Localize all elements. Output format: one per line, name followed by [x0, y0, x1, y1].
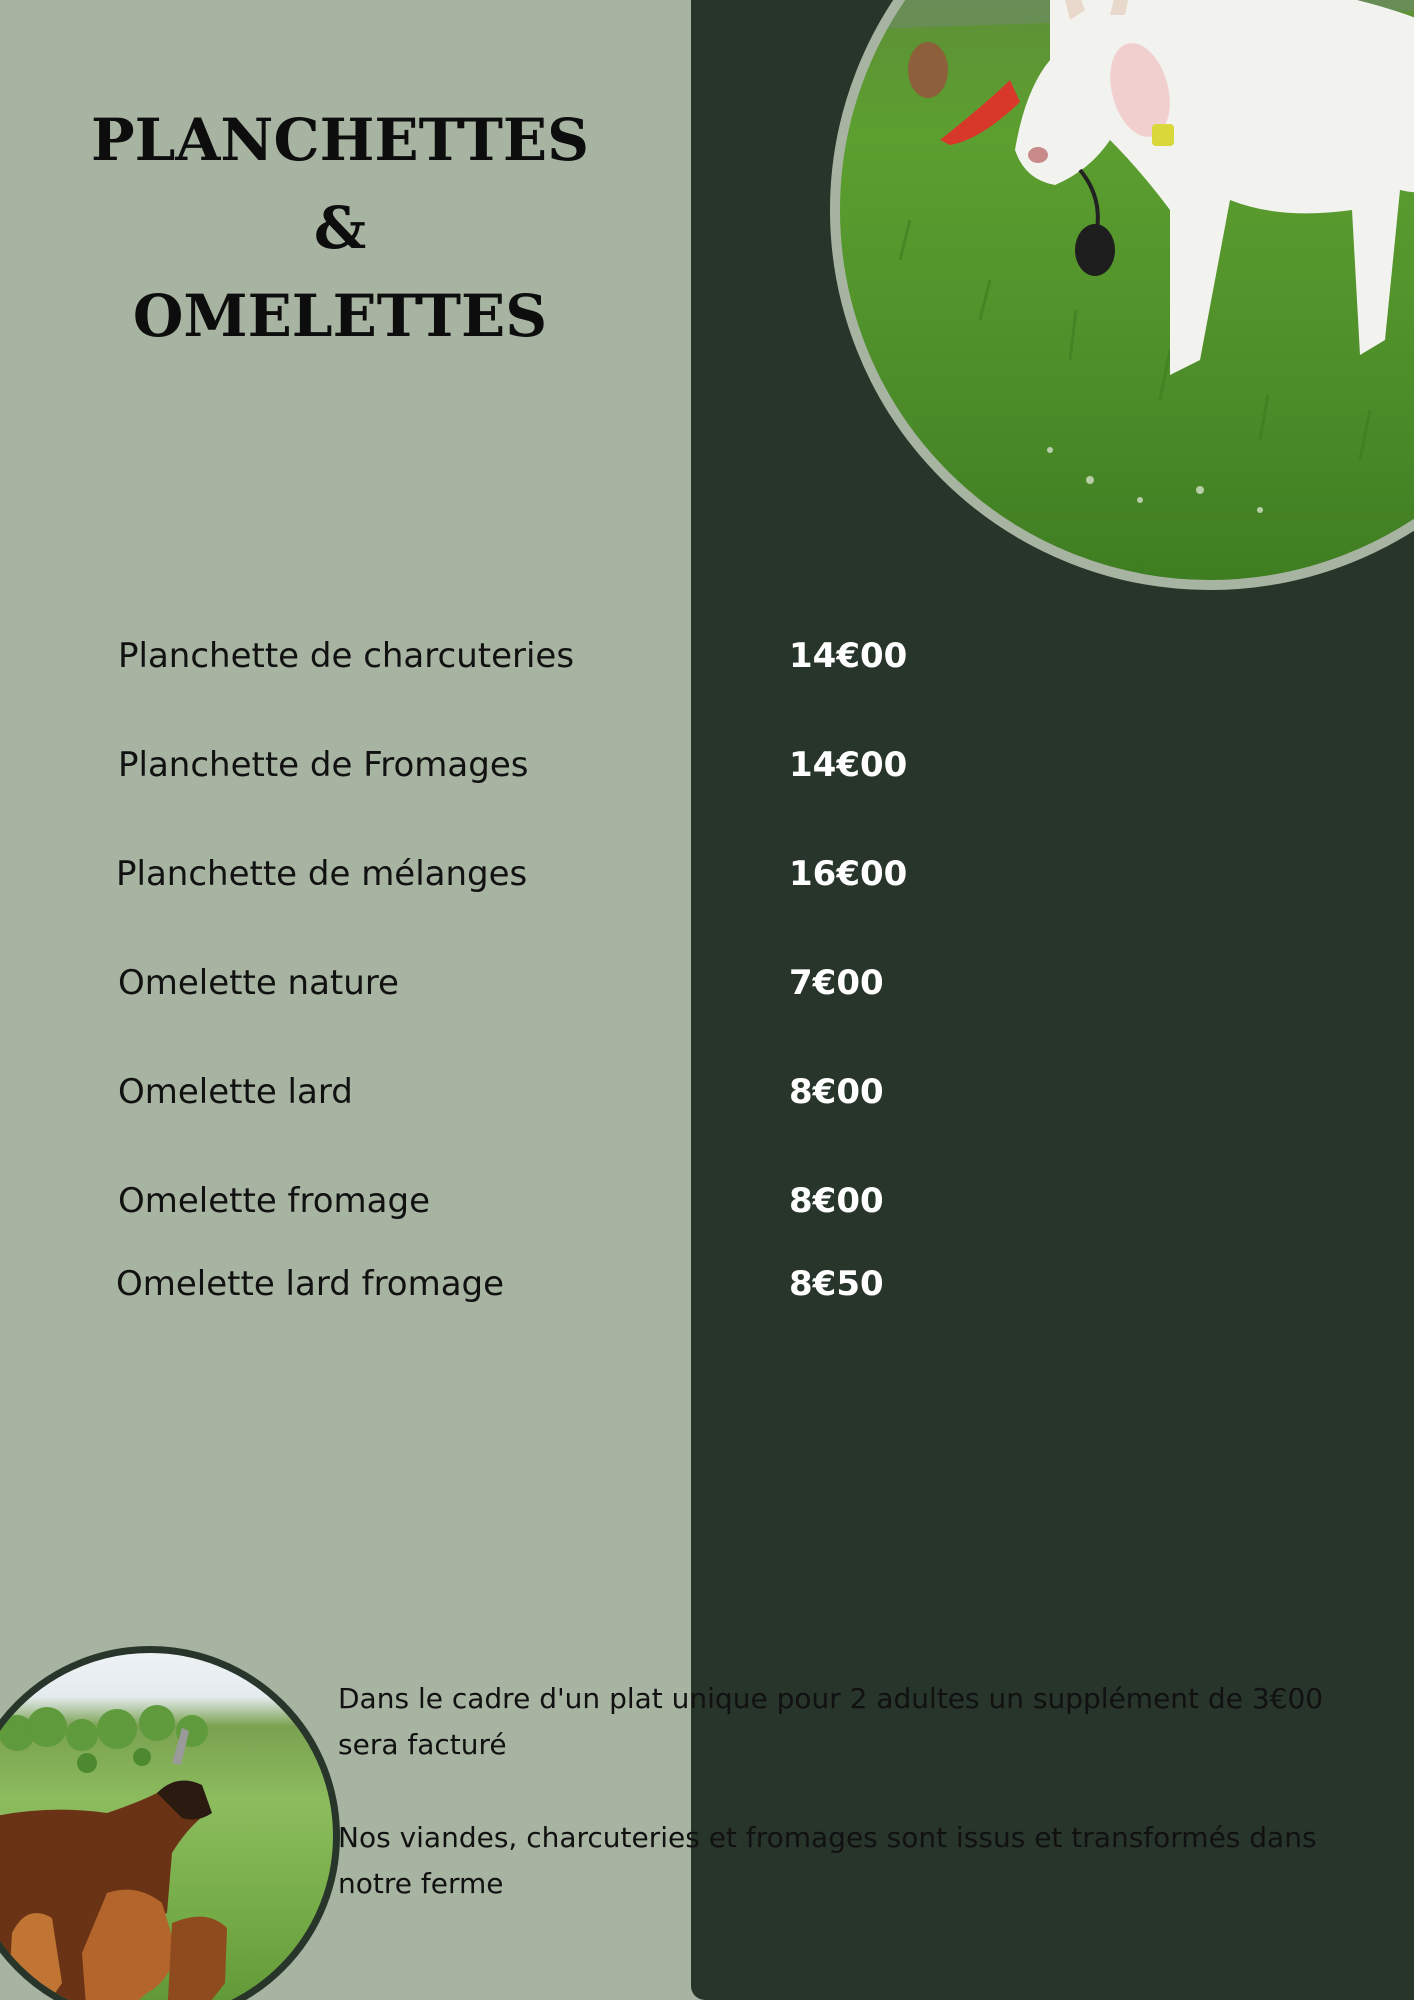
- menu-item-name: Planchette de mélanges: [116, 854, 528, 894]
- white-goat-illustration: [840, 0, 1414, 580]
- menu-item-price: 14€00: [789, 745, 908, 785]
- menu-item-price: 8€00: [789, 1181, 884, 1221]
- menu-item-price: 14€00: [789, 636, 908, 676]
- menu-item-price: 8€50: [789, 1264, 884, 1304]
- title-line-1: PLANCHETTES: [91, 106, 589, 174]
- menu-item-price: 16€00: [789, 854, 908, 894]
- menu-notes: [338, 1676, 1388, 1954]
- title-ampersand: &: [313, 194, 367, 262]
- menu-item-name: Omelette lard: [118, 1072, 353, 1112]
- supplement-note: Dans le cadre d'un plat unique pour 2 adultes un supplément de 3€00 sera facturé: [338, 1682, 1324, 1761]
- menu-item-name: Planchette de charcuteries: [118, 636, 575, 676]
- menu-item-name: Omelette lard fromage: [116, 1264, 505, 1304]
- menu-item-name: Omelette fromage: [118, 1181, 431, 1221]
- menu-item-price: 7€00: [789, 963, 884, 1003]
- white-goat-photo: [830, 0, 1414, 590]
- brown-goats-illustration: [0, 1653, 333, 2000]
- menu-item-name: Planchette de Fromages: [118, 745, 529, 785]
- title-line-3: OMELETTES: [132, 282, 548, 350]
- origin-note: Nos viandes, charcuteries et fromages sont issus et transformés dans notre ferme: [338, 1821, 1317, 1900]
- page-title: [60, 96, 620, 360]
- menu-item-name: Omelette nature: [118, 963, 399, 1003]
- brown-goats-photo: [0, 1646, 340, 2000]
- menu-item-price: 8€00: [789, 1072, 884, 1112]
